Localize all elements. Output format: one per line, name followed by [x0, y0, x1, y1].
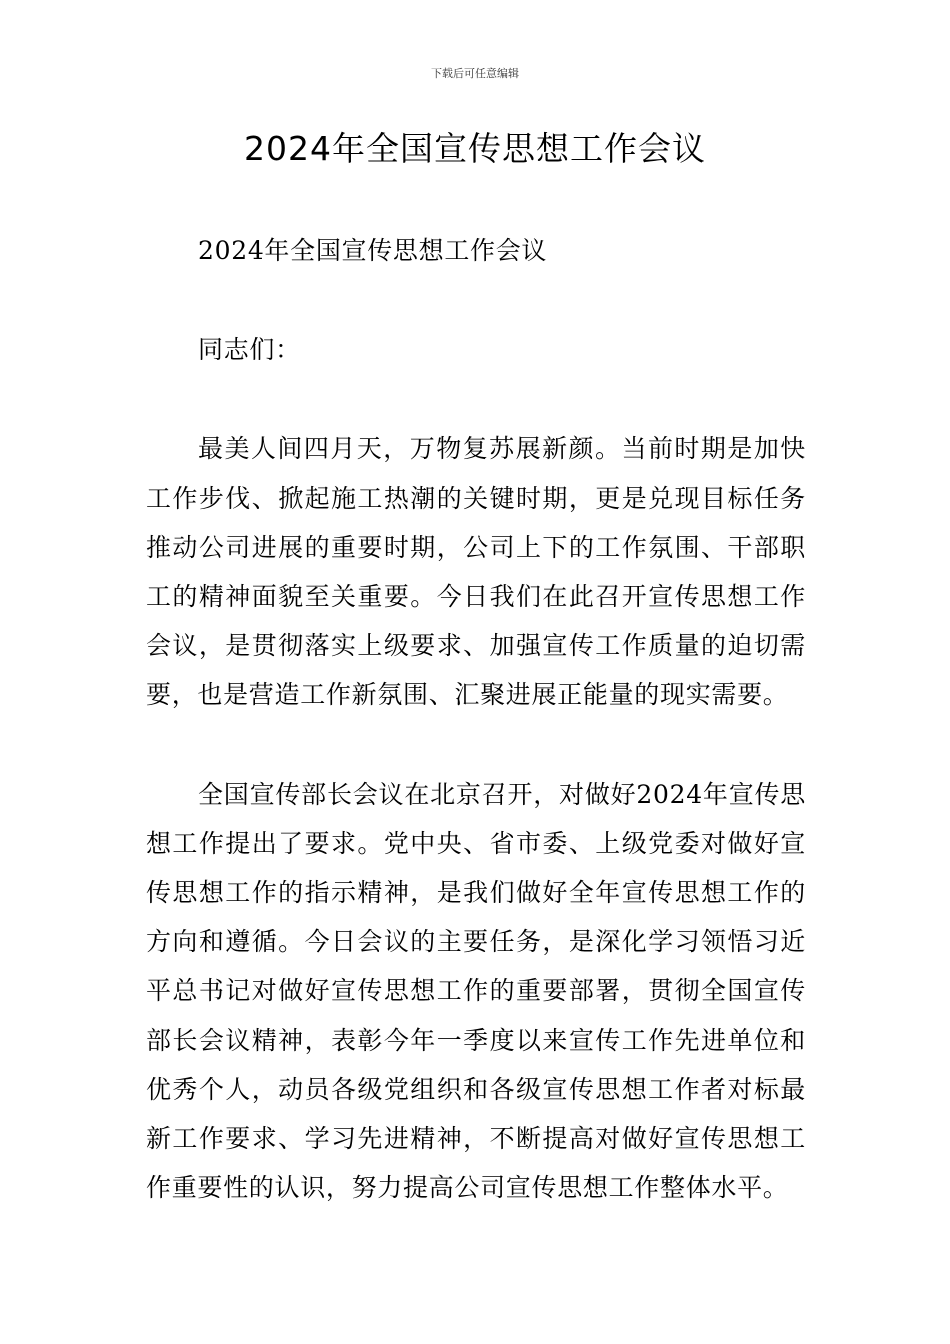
paragraph-meeting-task: 全国宣传部长会议在北京召开，对做好2024年宣传思想工作提出了要求。党中央、省市委、上级党委对做好宣传思想工作的指示精神，是我们做好全年宣传思想工作的方向和遵循。今日会议的主要任务，是深化学习领悟习近平总书记对做好宣传思想工作的重要部署，贯彻全国宣传部长会议精神，表彰今年一季度以来宣传工作先进单位和优秀个人，动员各级党组织和各级宣传思想工作者对标最新工作要求、学习先进精神，不断提高对做好宣传思想工作重要性的认识，努力提高公司宣传思想工作整体水平。	[146, 779, 806, 1203]
paragraph-greeting: 同志们：	[198, 335, 301, 365]
paragraph-intro: 最美人间四月天，万物复苏展新颜。当前时期是加快工作步伐、掀起施工热潮的关键时期，更是兑现目标任务推动公司进展的重要时期，公司上下的工作氛围、干部职工的精神面貌至关重要。今日我们在此召开宣传思想工作会议，是贯彻落实上级要求、加强宣传工作质量的迫切需要，也是营造工作新氛围、汇聚进展正能量的现实需要。	[146, 434, 806, 710]
page-header-note: 下载后可任意编辑	[431, 67, 519, 80]
document-body	[146, 226, 806, 1212]
document-title: 2024年全国宣传思想工作会议	[244, 129, 706, 168]
paragraph-subtitle: 2024年全国宣传思想工作会议	[198, 236, 548, 265]
